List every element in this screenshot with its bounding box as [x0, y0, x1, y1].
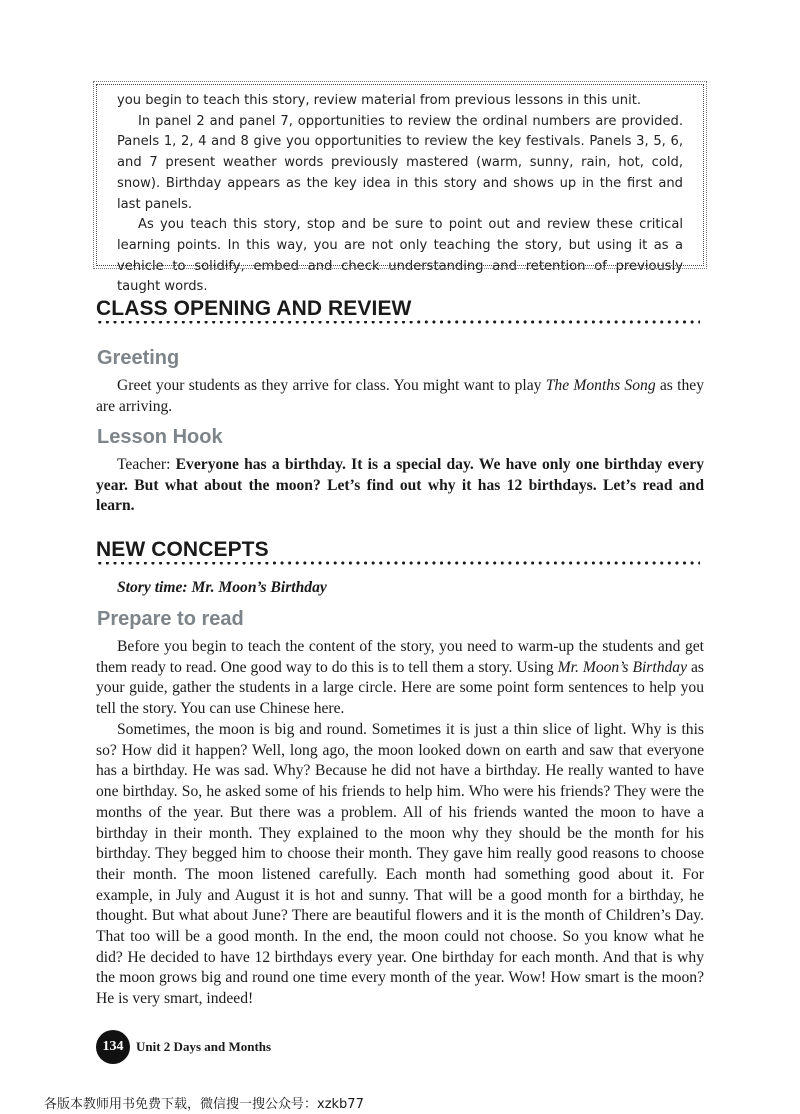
prepare-to-read-heading: Prepare to read	[97, 608, 244, 630]
lesson-hook-speaker: Teacher:	[117, 456, 176, 473]
story-outline-text: Sometimes, the moon is big and round. Sometimes it is just a thin slice of light. Why is this so? How did it happen? Well, long ago, the moon looked down on earth and saw that everyone has a birthday. He was sad. Why? Because he did not have a birthday. He really wanted to have one birthday. So, he asked some of his friends to help him. Who were his friends? They were the months of the year. But there was a problem. All of his friends wanted the moon to have a birthday in their month. They explained to the moon why they should be the month for his birthday. They begged him to choose their month. They gave him really good reasons to choose their month. The moon listened carefully. Each month had something good about it. For example, in July and August it is hot and sunny. That will be a good month for a birthday, he thought. But what about June? There are beautiful flowers and it is the month of Children’s Day. That too will be a good month. In the end, the moon could not choose. So you know what he did? He decided to have 12 birthdays every year. One birthday for each month. And that is why the moon grows big and round one time every month of the year. Wow! How smart is the moon? He is very smart, indeed!	[96, 721, 704, 1008]
note-paragraph-2: In panel 2 and panel 7, opportunities to review the ordinal numbers are provided. Panels 1, 2, 4 and 8 give you opportunities to review the key festivals. Panels 3, 5, 6, and 7 present weather words previously mastered (warm, sunny, rain, hot, cold, snow). Birthday appears as the key idea in this story and shows up in the first and last panels.	[117, 113, 683, 212]
song-title: The Months Song	[545, 377, 656, 394]
greeting-text-before: Greet your students as they arrive for class. You might want to play	[117, 377, 546, 394]
teaching-note-box	[96, 84, 704, 295]
greeting-text-after: as they are arriving.	[96, 377, 704, 415]
section-heading-new-concepts	[96, 538, 700, 578]
prepare-p1-after: as your guide, gather the students in a large circle. Here are some point form sentences to help you tell the story. You can use Chinese here.	[96, 658, 704, 718]
prepare-p1-before: Before you begin to teach the content of the story, you need to warm-up the students and get them ready to read. One good way to do this is to tell them a story. Using	[96, 638, 704, 676]
greeting-paragraph	[96, 376, 704, 417]
section-heading-class-opening	[96, 297, 700, 337]
story-time-label: Story time: Mr. Moon’s Birthday	[117, 579, 327, 596]
section-heading-text: NEW CONCEPTS	[96, 538, 273, 562]
download-watermark: 各版本教师用书免费下载，微信搜一搜公众号：xzkb77	[44, 1097, 364, 1112]
lesson-hook-paragraph	[96, 455, 704, 517]
prepare-paragraph-2	[96, 720, 704, 1010]
unit-label: Unit 2 Days and Months	[136, 1039, 272, 1054]
lesson-hook-heading: Lesson Hook	[97, 426, 223, 448]
lesson-hook-speech: Everyone has a birthday. It is a special day. We have only one birthday every year. But what about the moon? Let’s find out why it has 12 birthdays. Let’s read and learn.	[96, 456, 704, 515]
prepare-paragraph-1	[96, 637, 704, 720]
greeting-heading: Greeting	[97, 347, 180, 369]
section-heading-text: CLASS OPENING AND REVIEW	[96, 297, 415, 321]
note-paragraph-1: you begin to teach this story, review material from previous lessons in this unit.	[117, 93, 642, 108]
page-number-badge: 134	[96, 1030, 130, 1064]
book-title: Mr. Moon’s Birthday	[557, 658, 688, 676]
note-paragraph-3: As you teach this story, stop and be sure to point out and review these critical learning points. In this way, you are not only teaching the story, but using it as a vehicle to solidify, embed and check understanding and retention of previously taught words.	[117, 217, 683, 295]
